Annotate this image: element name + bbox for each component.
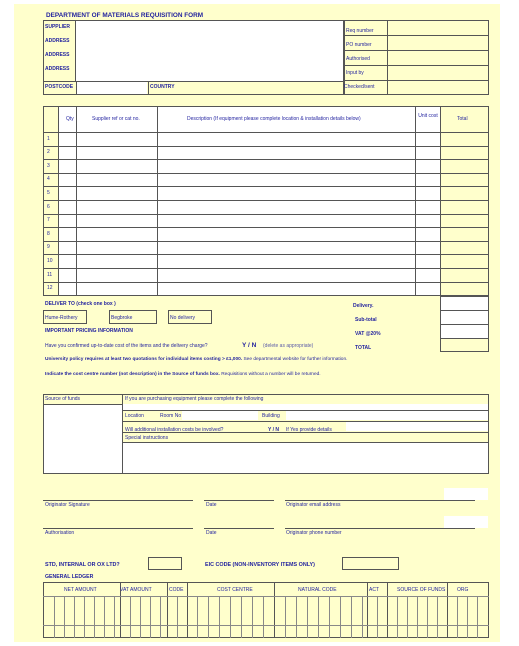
item-row-number: 12 [47, 285, 53, 292]
po-number-label: PO number [346, 42, 372, 48]
vat-input[interactable] [441, 325, 488, 338]
item-row-number: 7 [47, 217, 50, 224]
item-row-number: 4 [47, 176, 50, 183]
col-qty: Qty [66, 116, 74, 122]
deliver-to-label: DELIVER TO (check one box ) [45, 301, 116, 307]
country-label: COUNTRY [150, 84, 175, 90]
supplier-address-input[interactable] [76, 21, 344, 81]
item-row[interactable] [59, 133, 439, 145]
item-row[interactable] [59, 187, 439, 199]
originator-phone-label: Originator phone number [286, 530, 342, 536]
item-row[interactable] [59, 242, 439, 254]
item-row[interactable] [59, 174, 439, 186]
item-row[interactable] [59, 269, 439, 281]
requisition-form [14, 4, 500, 642]
installation-details-input[interactable] [346, 422, 488, 431]
item-row[interactable] [59, 147, 439, 159]
delivery-total-input[interactable] [441, 297, 488, 310]
checked-sent-input[interactable] [388, 81, 488, 94]
authorisation-label: Authorisation [45, 530, 75, 536]
installation-question: Will additional installation costs be involved? [125, 427, 224, 433]
cost-centre-note [45, 372, 321, 377]
input-by-input[interactable] [388, 66, 488, 80]
item-row-number: 6 [47, 203, 50, 210]
date-label-1: Date [206, 502, 217, 508]
building-input[interactable] [286, 411, 488, 420]
po-number-input[interactable] [388, 36, 488, 50]
option-no-delivery-label: No delivery [170, 315, 196, 321]
postcode-input[interactable] [77, 82, 147, 94]
address-label-1: ADDRESS [45, 38, 70, 44]
pricing-label: IMPORTANT PRICING INFORMATION [45, 328, 133, 334]
ledger-col-source-of-funds: SOURCE OF FUNDS [397, 587, 446, 593]
item-row[interactable] [59, 255, 439, 267]
cost-centre-bold: Indicate the cost centre number (not description) in the Source of funds box. [45, 372, 220, 377]
eic-code-input[interactable] [342, 557, 399, 570]
ledger-col-act: ACT [369, 587, 379, 593]
confirm-question: Have you confirmed up-to-date cost of the items and the delivery charge? [45, 343, 208, 349]
ledger-col-cost-centre: COST CENTRE [217, 587, 253, 593]
ledger-col-code: CODE [169, 587, 184, 593]
col-total: Total [457, 116, 468, 122]
delivery-label: Delivery. [353, 303, 374, 309]
equipment-note: If you are purchasing equipment please complete the following [125, 396, 264, 402]
total-label: TOTAL [355, 345, 372, 351]
item-row[interactable] [59, 215, 439, 227]
ledger-col-vat-amount: VAT AMOUNT [120, 587, 152, 593]
address-label-3: ADDRESS [45, 66, 70, 72]
item-row-number: 1 [47, 135, 50, 142]
item-row-number: 2 [47, 149, 50, 156]
source-of-funds-input[interactable] [44, 404, 122, 473]
originator-email-label: Originator email address [286, 502, 341, 508]
special-instructions-label: Special instructions [125, 435, 169, 441]
item-row[interactable] [59, 283, 439, 295]
col-description: Description (If equipment please complete location & installation details below) [187, 116, 361, 122]
ledger-col-net-amount: NET AMOUNT [64, 587, 97, 593]
confirm-hint: (delete as appropriate) [263, 343, 314, 349]
authorised-label: Authorised [346, 56, 370, 62]
room-input[interactable] [182, 411, 258, 420]
item-row-number: 3 [47, 162, 50, 169]
std-internal-input[interactable] [148, 557, 182, 570]
item-row-number: 8 [47, 230, 50, 237]
form-title: DEPARTMENT OF MATERIALS REQUISITION FORM [46, 12, 204, 19]
location-label: Location [125, 413, 144, 419]
originator-phone-input[interactable] [444, 516, 488, 528]
item-row[interactable] [59, 228, 439, 240]
col-unit-cost: Unit cost [418, 113, 438, 119]
req-number-label: Req number [346, 28, 374, 34]
input-by-label: Input by [346, 70, 364, 76]
req-number-input[interactable] [388, 21, 488, 35]
subtotal-label: Sub-total [355, 317, 377, 323]
item-row[interactable] [59, 160, 439, 172]
option-hume-rothery-label: Hume-Rothery [45, 315, 78, 321]
ledger-col-org: ORG [457, 587, 469, 593]
checked-sent-label: Checked/sent [344, 84, 375, 90]
policy-note [45, 357, 347, 362]
source-of-funds-label: Source of funds [45, 396, 81, 402]
vat-label: VAT @20% [355, 331, 381, 337]
item-row-number: 9 [47, 244, 50, 251]
postcode-label: POSTCODE [45, 84, 74, 90]
eic-code-label: EIC CODE (NON-INVENTORY ITEMS ONLY) [205, 562, 315, 568]
policy-bold: University policy requires at least two quotations for individual items costing > £1,000. [45, 357, 243, 362]
room-label: Room No [160, 413, 182, 419]
supplier-label: SUPPLIER [45, 24, 71, 30]
col-supplier-ref: Supplier ref or cat no. [92, 116, 140, 122]
building-label: Building [262, 413, 280, 419]
special-instructions-input[interactable] [123, 443, 488, 473]
authorised-input[interactable] [388, 51, 488, 65]
installation-followup: If Yes provide details [286, 427, 332, 433]
originator-signature-label: Originator Signature [45, 502, 90, 508]
confirm-yn[interactable]: Y / N [242, 342, 257, 349]
option-begbroke-label: Begbroke [111, 315, 133, 321]
originator-email-input[interactable] [444, 488, 488, 500]
address-label-2: ADDRESS [45, 52, 70, 58]
item-row[interactable] [59, 201, 439, 213]
ledger-col-natural-code: NATURAL CODE [298, 587, 337, 593]
subtotal-input[interactable] [441, 311, 488, 324]
cost-centre-rest: Requisitions without a number will be returned. [221, 372, 321, 377]
item-row-number: 11 [47, 271, 53, 278]
item-row-number: 5 [47, 189, 50, 196]
policy-rest: See departmental website for further information. [243, 357, 348, 362]
installation-yn[interactable]: Y / N [268, 427, 280, 433]
std-internal-label: STD, INTERNAL OR OX LTD? [45, 562, 120, 568]
general-ledger-title: GENERAL LEDGER [45, 574, 94, 580]
item-row-number: 10 [47, 257, 53, 264]
date-label-2: Date [206, 530, 217, 536]
